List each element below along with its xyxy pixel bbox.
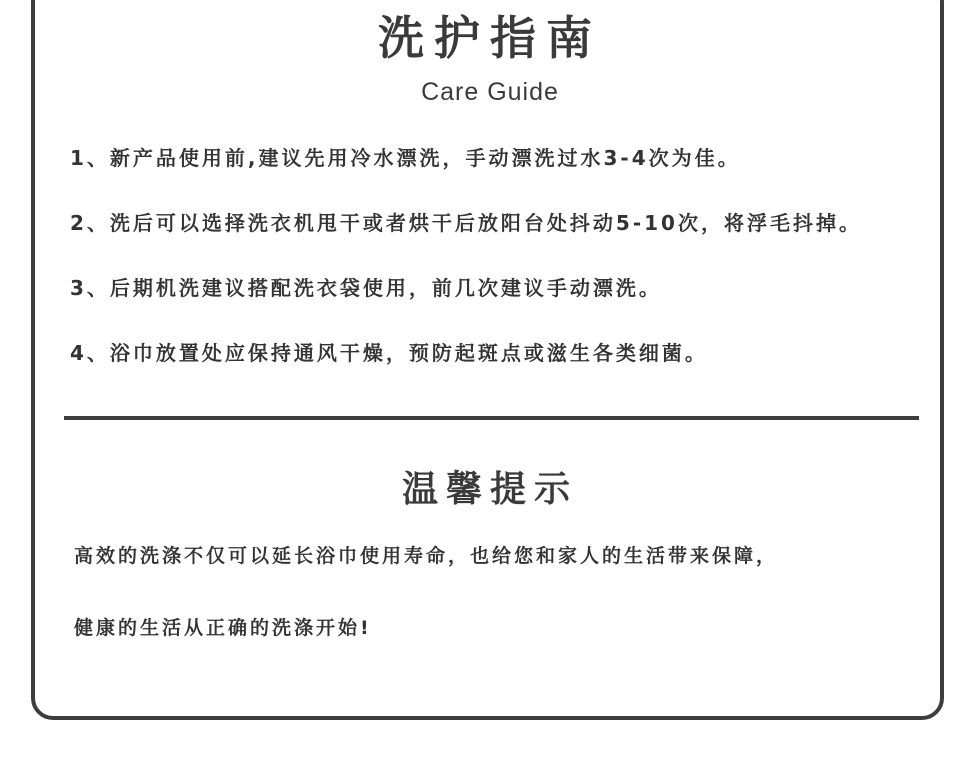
page-subtitle: Care Guide xyxy=(421,78,559,106)
guide-item-4: 4、浴巾放置处应保持通风干燥，预防起斑点或滋生各类细菌。 xyxy=(70,341,708,365)
tips-line-1: 高效的洗涤不仅可以延长浴巾使用寿命，也给您和家人的生活带来保障， xyxy=(74,545,779,567)
guide-item-1: 1、新产品使用前,建议先用冷水漂洗，手动漂洗过水3-4次为佳。 xyxy=(70,146,741,170)
tips-title: 温馨提示 xyxy=(401,469,578,510)
tips-line-2: 健康的生活从正确的洗涤开始! xyxy=(74,617,372,639)
section-divider xyxy=(64,416,919,420)
guide-item-3: 3、后期机洗建议搭配洗衣袋使用，前几次建议手动漂洗。 xyxy=(70,276,662,300)
page-title: 洗护指南 xyxy=(378,11,602,65)
guide-item-2: 2、洗后可以选择洗衣机甩干或者烘干后放阳台处抖动5-10次，将浮毛抖掉。 xyxy=(70,211,862,235)
